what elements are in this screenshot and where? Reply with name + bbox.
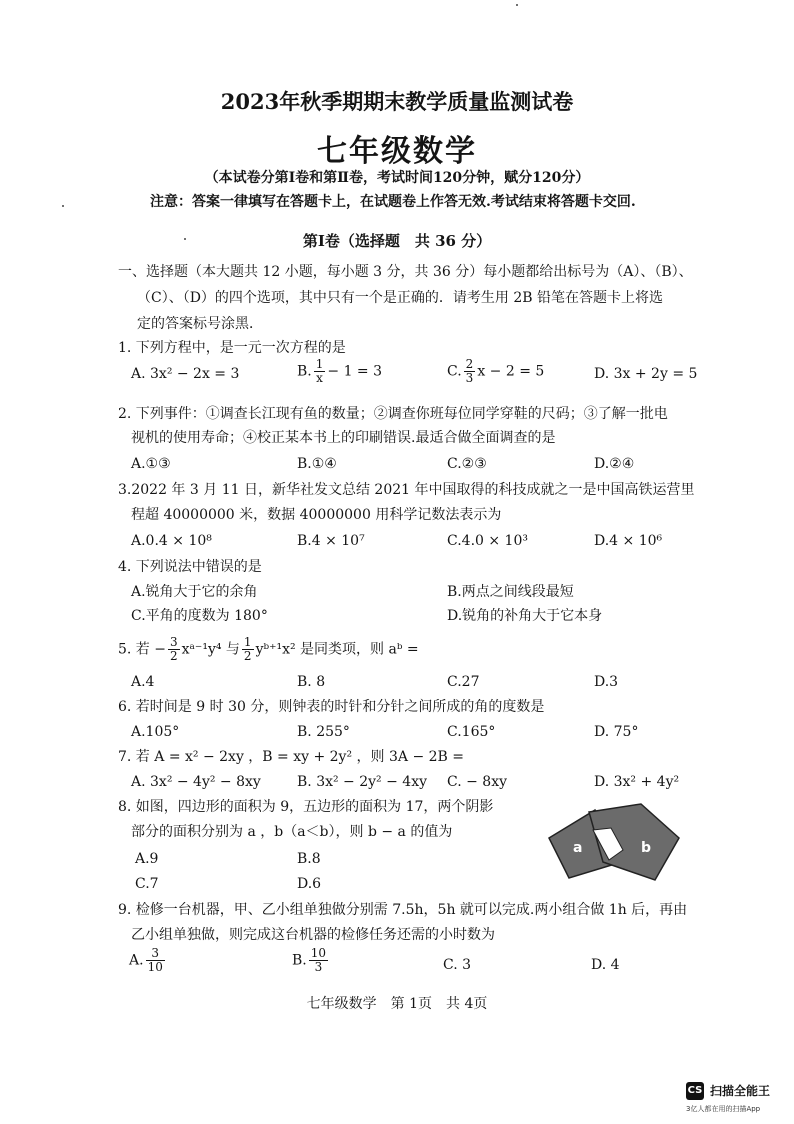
q5-stem: [118, 636, 419, 663]
q1-option-b-fraction: [314, 358, 326, 385]
exam-title: 2023年秋季期期末教学质量监测试卷: [220, 89, 574, 114]
q7-option-b: B. 3x² − 2y² − 4xy: [297, 774, 428, 790]
scan-speck: [62, 205, 64, 207]
q2-option-d: D.②④: [594, 456, 635, 472]
scan-speck: [516, 4, 518, 6]
q6-option-c: C.165°: [447, 724, 496, 740]
exam-notice: 注意：答案一律填写在答题卡上，在试题卷上作答无效.考试结束将答题卡交回.: [150, 194, 636, 210]
q5-numerator-2: 1: [243, 635, 252, 649]
q5-option-d: D.3: [594, 674, 619, 690]
scanner-app-name: 扫描全能王: [710, 1084, 771, 1098]
section-instructions-2: （C）、（D）的四个选项，其中只有一个是正确的．请考生用 2B 铅笔在答题卡上将选: [137, 290, 664, 306]
q6-option-a: A.105°: [131, 724, 180, 740]
q1-stem: 1. 下列方程中，是一元一次方程的是: [118, 340, 346, 356]
q5-numerator-1: 3: [170, 635, 178, 649]
q1-option-b-rest: − 1 = 3: [327, 363, 383, 380]
q8-option-a: A.9: [135, 851, 159, 867]
q9-b-numerator: 10: [310, 946, 327, 960]
q6-option-b: B. 255°: [297, 724, 350, 740]
q2-stem-2: 视机的使用寿命；④校正某本书上的印刷错误.最适合做全面调查的是: [131, 430, 556, 446]
q1-c-denominator: 3: [465, 371, 474, 385]
q3-option-d: D.4 × 10⁶: [594, 533, 663, 549]
q5-option-a: A.4: [131, 674, 155, 690]
exam-info: （本试卷分第Ⅰ卷和第Ⅱ卷，考试时间120分钟，赋分120分）: [204, 170, 590, 186]
q2-option-b: B.①④: [297, 456, 337, 472]
q3-option-c: C.4.0 × 10³: [447, 533, 528, 549]
q4-option-b: B.两点之间线段最短: [447, 584, 574, 600]
q5-prefix: 5. 若 −: [118, 641, 166, 658]
q8-option-c: C.7: [135, 876, 159, 892]
q1-b-numerator: 1: [315, 357, 324, 371]
page-footer: 七年级数学 第 1页 共 4页: [306, 996, 488, 1012]
q3-stem-1: 3.2022 年 3 月 11 日，新华社发文总结 2021 年中国取得的科技成就之一是中国高铁运营里: [118, 482, 695, 498]
q8-label-b: b: [641, 840, 652, 856]
q9-option-a-label: A.: [129, 952, 144, 969]
q9-option-b-label: B.: [292, 952, 307, 969]
q5-option-c: C.27: [447, 674, 480, 690]
q9-option-a: [129, 947, 167, 974]
q8-figure: [545, 800, 695, 885]
q1-option-c-rest: x − 2 = 5: [477, 363, 545, 380]
q1-option-c: [447, 358, 544, 385]
q1-option-a: A. 3x² − 2x = 3: [131, 366, 240, 382]
q9-option-d: D. 4: [591, 957, 620, 973]
q8-option-d: D.6: [297, 876, 322, 892]
q4-option-d: D.锐角的补角大于它本身: [447, 608, 603, 624]
q9-option-b-fraction: [309, 947, 328, 974]
q9-option-b: [292, 947, 330, 974]
q3-option-b: B.4 × 10⁷: [297, 533, 365, 549]
q4-option-a: A.锐角大于它的余角: [131, 584, 258, 600]
q5-option-b: B. 8: [297, 674, 326, 690]
section-instructions-3: 定的答案标号涂黑．: [137, 316, 263, 332]
q1-option-c-fraction: [464, 358, 476, 385]
q5-mid-1: xᵃ⁻¹y⁴ 与: [181, 641, 240, 658]
q5-denominator-2: 2: [243, 649, 252, 663]
q1-option-c-label: C.: [447, 363, 462, 380]
section-title: 第Ⅰ卷（选择题 共 36 分）: [302, 232, 492, 250]
q7-option-c: C. − 8xy: [447, 774, 508, 790]
q1-option-d: D. 3x + 2y = 5: [594, 366, 698, 382]
q1-option-b: [297, 358, 382, 385]
q2-option-a: A.①③: [131, 456, 171, 472]
q6-stem: 6. 若时间是 9 时 30 分，则钟表的时针和分针之间所成的角的度数是: [118, 699, 545, 715]
q2-option-c: C.②③: [447, 456, 487, 472]
q1-option-b-label: B.: [297, 363, 312, 380]
subject-title: 七年级数学: [317, 134, 477, 169]
q8-option-b: B.8: [297, 851, 321, 867]
q8-stem-1: 8. 如图，四边形的面积为 9，五边形的面积为 17，两个阴影: [118, 799, 494, 815]
q5-denominator-1: 2: [170, 649, 178, 663]
q9-a-denominator: 10: [147, 960, 163, 974]
q5-mid-2: yᵇ⁺¹x² 是同类项，则 aᵇ =: [255, 641, 419, 658]
q1-b-denominator: x: [316, 371, 323, 385]
camscanner-logo-icon: CS: [686, 1082, 704, 1100]
q4-stem: 4. 下列说法中错误的是: [118, 559, 262, 575]
q5-fraction-1: [168, 636, 180, 663]
q4-option-c: C.平角的度数为 180°: [131, 608, 268, 624]
q8-label-a: a: [573, 840, 583, 856]
q7-option-d: D. 3x² + 4y²: [594, 774, 680, 790]
scan-speck: [184, 238, 186, 240]
q6-option-d: D. 75°: [594, 724, 639, 740]
q1-c-numerator: 2: [465, 357, 474, 371]
q9-option-c: C. 3: [443, 957, 472, 973]
q9-b-denominator: 3: [314, 960, 323, 974]
q7-option-a: A. 3x² − 4y² − 8xy: [131, 774, 261, 790]
q9-stem-1: 9. 检修一台机器，甲、乙小组单独做分别需 7.5h，5h 就可以完成.两小组合做 1h 后，再由: [118, 902, 688, 918]
q3-stem-2: 程超 40000000 米，数据 40000000 用科学记数法表示为: [131, 507, 502, 523]
q3-option-a: A.0.4 × 10⁸: [131, 533, 212, 549]
scanner-tagline: 3亿人都在用的扫描App: [686, 1105, 761, 1113]
section-instructions-1: 一、选择题（本大题共 12 小题，每小题 3 分，共 36 分）每小题都给出标号为（A）、（B）、: [118, 264, 693, 280]
q9-option-a-fraction: [146, 947, 165, 974]
q7-stem: 7. 若 A = x² − 2xy ，B = xy + 2y² ，则 3A − 2B =: [118, 749, 465, 765]
q8-stem-2: 部分的面积分别为 a ，b（a＜b），则 b − a 的值为: [131, 824, 453, 840]
q9-a-numerator: 3: [146, 947, 165, 961]
q2-stem-1: 2. 下列事件：①调查长江现有鱼的数量；②调查你班每位同学穿鞋的尺码；③了解一批电: [118, 406, 668, 422]
q9-stem-2: 乙小组单独做，则完成这台机器的检修任务还需的小时数为: [131, 927, 495, 943]
q5-fraction-2: [242, 636, 254, 663]
